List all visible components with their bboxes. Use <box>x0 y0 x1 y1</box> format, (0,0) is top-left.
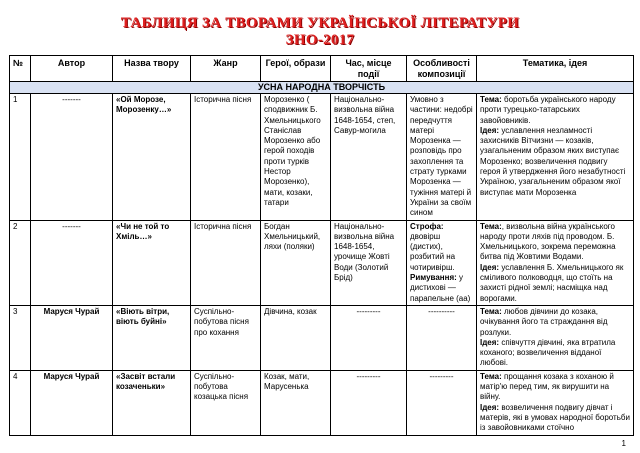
header-genre: Жанр <box>191 56 261 82</box>
row-composition <box>407 220 477 305</box>
row-number: 3 <box>10 305 31 370</box>
stanza-text: двовірш (дистих), розбитий на чотиривірш. <box>410 231 456 272</box>
idea-text: возвеличення подвигу дівчат і матерів, які в умовах народної боротьби із завойовниками стоїчно <box>480 402 630 433</box>
row-time-place: Національно-визвольна війна 1648-1654, степ, Савур-могила <box>331 94 407 221</box>
idea-text: уславлення незламності захисників Вітчизни — козаків, узагальненим образом яких виступає Морозенко; возвеличення подвигу героя й утвердження його незабутності Україною, узагальненим образом якої виступає мати Морозенка <box>480 125 626 197</box>
row-heroes: Козак, мати, Марусенька <box>261 370 331 435</box>
header-theme-idea: Тематика, ідея <box>477 56 634 82</box>
theme-label: Тема: <box>480 371 502 381</box>
theme-text: боротьба українського народу проти турецько-татарських завойовників. <box>480 95 616 125</box>
row-author: ------- <box>31 94 113 221</box>
row-heroes: Богдан Хмельницький, ляхи (поляки) <box>261 220 331 305</box>
theme-text: прощання козака з коханою й матір'ю перед тим, як вирушити на війну. <box>480 371 614 402</box>
table-row <box>10 94 634 221</box>
idea-label: Ідея: <box>480 262 500 272</box>
idea-label: Ідея: <box>480 337 500 347</box>
idea-text: співчуття дівчині, яка втратила коханого; возвеличення відданої любові. <box>480 337 616 368</box>
header-heroes: Герої, образи <box>261 56 331 82</box>
page-number: 1 <box>621 439 626 448</box>
row-number: 4 <box>10 370 31 435</box>
row-composition: ---------- <box>407 305 477 370</box>
row-work: «Віють вітри, віють буйні» <box>113 305 191 370</box>
row-work: «Чи не той то Хміль…» <box>113 220 191 305</box>
row-author: ------- <box>31 220 113 305</box>
table-row <box>10 370 634 435</box>
rhyme-text: у дистихові — парапельне (аа) <box>410 273 471 303</box>
theme-label: Тема: <box>480 95 502 104</box>
theme-text: любов дівчини до козака, очікування його та страждання від розлуки. <box>480 306 608 337</box>
header-time-place: Час, місце події <box>331 56 407 82</box>
row-theme-idea <box>477 370 634 435</box>
row-genre: Суспільно-побутова пісня про кохання <box>191 305 261 370</box>
row-theme-idea <box>477 220 634 305</box>
table-row <box>10 220 634 305</box>
table-row <box>10 305 634 370</box>
row-time-place: Національно-визвольна війна 1648-1654, урочище Жовті Води (Золотий Брід) <box>331 220 407 305</box>
row-heroes: Морозенко ( сподвижник Б. Хмельницького Станіслав Морозенко або герой походів проти турків Нестор Морозенко), мати, козаки, татари <box>261 94 331 221</box>
table-header-row <box>10 56 634 82</box>
theme-label: Тема: <box>480 306 502 316</box>
section-row <box>10 82 634 94</box>
row-theme-idea <box>477 305 634 370</box>
rhyme-label: Римування: <box>410 273 457 283</box>
idea-label: Ідея: <box>480 402 500 412</box>
row-author: Маруся Чурай <box>31 370 113 435</box>
literature-table <box>9 55 634 436</box>
row-theme-idea <box>477 94 634 221</box>
row-heroes: Дівчина, козак <box>261 305 331 370</box>
theme-text: , визвольна війна українського народу проти ляхів під проводом. Б. Хмельницького, зокрема переможна битва під Жовтими Водами. <box>480 221 616 262</box>
row-genre: Історична пісня <box>191 220 261 305</box>
document-subtitle: ЗНО-2017 <box>285 32 355 48</box>
row-work: «Ой Морозе, Морозенку…» <box>113 94 191 221</box>
row-time-place: --------- <box>331 370 407 435</box>
section-title: УСНА НАРОДНА ТВОРЧІСТЬ <box>10 82 634 94</box>
idea-text: уславлення Б. Хмельницького як сміливого полководця, що стоїть на захисті рідної землі; насміщка над ворогами. <box>480 262 624 303</box>
header-composition: Особливості композиції <box>407 56 477 82</box>
theme-label: Тема: <box>480 221 502 231</box>
row-genre: Суспільно-побутова козацька пісня <box>191 370 261 435</box>
row-number: 1 <box>10 94 31 221</box>
row-work: «Засвіт встали козаченьки» <box>113 370 191 435</box>
row-genre: Історична пісня <box>191 94 261 221</box>
header-author: Автор <box>31 56 113 82</box>
stanza-label: Строфа: <box>410 221 444 231</box>
row-composition: --------- <box>407 370 477 435</box>
document-title: ТАБЛИЦЯ ЗА ТВОРАМИ УКРАЇНСЬКОЇ ЛІТЕРАТУРИ <box>120 15 520 31</box>
row-time-place: --------- <box>331 305 407 370</box>
idea-label: Ідея: <box>480 125 500 135</box>
header-number: № <box>10 56 31 82</box>
header-work: Назва твору <box>113 56 191 82</box>
row-composition: Умовно з частини: недобрі передчуття матері Морозенка — розповідь про захоплення та страту турками Морозенка — тужіння матері й України за своїм сином <box>407 94 477 221</box>
row-author: Маруся Чурай <box>31 305 113 370</box>
row-number: 2 <box>10 220 31 305</box>
